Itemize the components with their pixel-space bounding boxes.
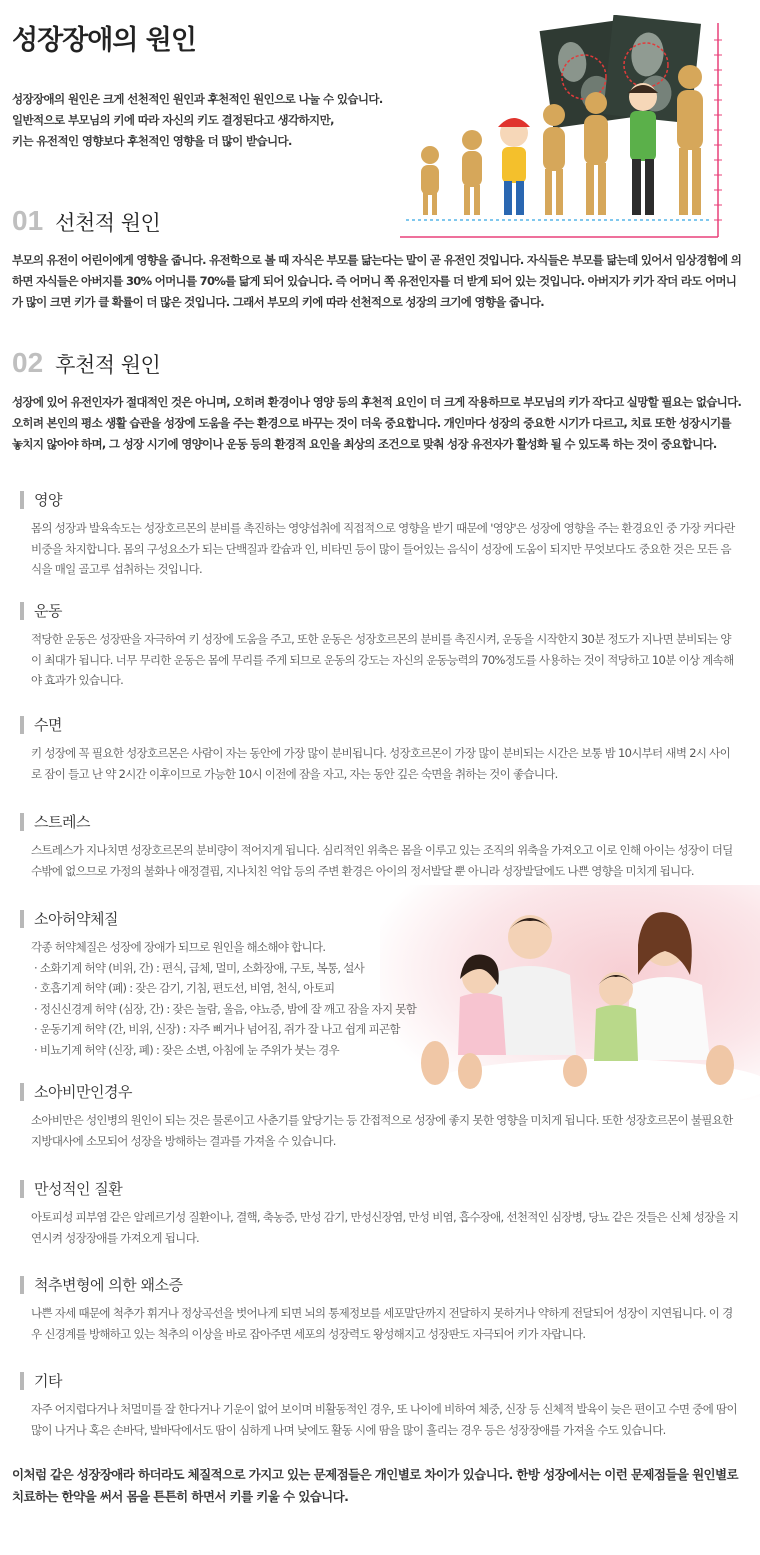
factor-spine [20, 1276, 740, 1344]
intro-line: 성장장애의 원인은 크게 선천적인 원인과 후천적인 원인으로 나눌 수 있습니다. [12, 92, 383, 106]
factor-nutrition [20, 491, 740, 580]
section-title: 후천적 원인 [55, 353, 161, 377]
closing-text: 이처럼 같은 성장장애라 하더라도 체질적으로 가지고 있는 문제점들은 개인별로 차이가 있습니다. 한방 성장에서는 이런 문제점들을 원인별로 치료하는 한약을 써서 몸을 튼튼히 하면서 키를 키울 수 있습니다. [12, 1467, 738, 1504]
factor-title: 수면 [20, 716, 740, 734]
factor-title: 스트레스 [20, 813, 740, 831]
factor-title: 만성적인 질환 [20, 1180, 740, 1198]
list-item: · 정신신경계 허약 (심장, 간) : 잦은 놀람, 울음, 야뇨증, 밤에 잘 깨고 잠을 자지 못함 [34, 999, 740, 1020]
growth-illustration [396, 15, 758, 245]
factor-constitution [20, 910, 740, 1060]
section-body-acquired: 성장에 있어 유전인자가 절대적인 것은 아니며, 오히려 환경이나 영양 등의 후천적 요인이 더 크게 작용하므로 부모님의 키가 작다고 실망할 필요는 없습니다. 오히려 본인의 평소 생활 습관을 성장에 도움을 주는 환경으로 바꾸는 것이 더욱 중요합니다. 개인마다 성장의 중요한 시기가 다르고, 치료 또한 성장시기를 놓치지 않아야 하며, 그 성장 시기에 영양이나 운동 등의 환경적 요인을 최상의 조건으로 맞춰 성장 유전자가 활성화 될 수 있도록 하는 것이 중요합니다. [12, 395, 742, 451]
factor-etc [20, 1372, 740, 1440]
factor-sleep [20, 716, 740, 784]
factor-chronic [20, 1180, 740, 1248]
factor-body: 아토피성 피부염 같은 알레르기성 질환이나, 결핵, 축농증, 만성 감기, 만성신장염, 만성 비염, 흡수장애, 선천적인 심장병, 당뇨 같은 것들은 신체 성장을 지연시켜 성장장애를 가져오게 됩니다. [31, 1210, 739, 1245]
section-heading-congenital [12, 205, 160, 237]
intro-line: 일반적으로 부모님의 키에 따라 자신의 키도 결정된다고 생각하지만, [12, 113, 334, 127]
factor-title: 소아비만인경우 [20, 1083, 740, 1101]
page-title: 성장장애의 원인 [12, 25, 196, 56]
factor-exercise [20, 602, 740, 691]
intro-text [12, 89, 412, 152]
factor-title: 소아허약체질 [20, 910, 740, 928]
list-item: · 소화기계 허약 (비위, 간) : 편식, 급체, 멀미, 소화장애, 구토, 복통, 설사 [34, 958, 740, 979]
factor-title: 기타 [20, 1372, 740, 1390]
factor-body: 소아비만은 성인병의 원인이 되는 것은 물론이고 사춘기를 앞당기는 등 간접적으로 성장에 좋지 못한 영향을 미치게 됩니다. 또한 성장호르몬이 불필요한 지방대사에 소모되어 성장을 방해하는 결과를 가져올 수 있습니다. [31, 1113, 733, 1148]
section-body-congenital: 부모의 유전이 어린이에게 영향을 줍니다. 유전학으로 볼 때 자식은 부모를 닮는다는 말이 곧 유전인 것입니다. 자식들은 부모를 닮는데 있어서 임상경험에 의하면 자식들은 아버지를 30% 어머니를 70%를 닮게 되어 있습니다. 즉 어머니 쪽 유전인자를 더 받게 되어 있는 것입니다. 아버지가 키가 작더 라도 어머니가 많이 크면 키가 클 확률이 더 많은 것입니다. 그래서 부모의 키에 따라 선천적으로 성장의 크기에 영향을 줍니다. [12, 253, 742, 309]
cartoon-boy-icon [498, 118, 530, 215]
factor-body: 자주 어지럽다거나 처멀미를 잘 한다거나 기운이 없어 보이며 비활동적인 경우, 또 나이에 비하여 체중, 신장 등 신체적 발육이 늦은 편이고 수면 중에 땀이 많이 나거나 혹은 손바닥, 발바닥에서도 땀이 심하게 나며 낮에도 활동 시에 땀을 많이 흘리는 경우 등은 성장장애를 가져올 수도 있습니다. [31, 1402, 737, 1437]
factor-obesity [20, 1083, 740, 1151]
list-item: · 비뇨기계 허약 (신장, 폐) : 잦은 소변, 아침에 눈 주위가 붓는 경우 [34, 1040, 740, 1061]
factor-body: 몸의 성장과 발육속도는 성장호르몬의 분비를 촉진하는 영양섭취에 직접적으로 영향을 받기 때문에 '영양'은 성장에 영향을 주는 환경요인 중 가장 커다란 비중을 차지합니다. 몸의 구성요소가 되는 단백질과 칼슘과 인, 비타민 등이 많이 들어있는 음식이 성장에 도움이 되지만 무엇보다도 중요한 것은 모든 음식을 매일 골고루 섭취하는 것입니다. [31, 521, 735, 576]
factor-title: 운동 [20, 602, 740, 620]
factor-body: 나쁜 자세 때문에 척추가 휘거나 정상곡선을 벗어나게 되면 뇌의 통제정보를 세포말단까지 전달하지 못하거나 약하게 전달되어 성장이 지연됩니다. 이 경우 신경계를 방해하고 있는 척추의 이상을 바로 잡아주면 세포의 성장력도 왕성해지고 성장판도 자극되어 키가 자랍니다. [31, 1306, 733, 1341]
section-title: 선천적 원인 [55, 211, 161, 235]
factor-title: 영양 [20, 491, 740, 509]
section-heading-acquired [12, 347, 160, 379]
factor-body: 키 성장에 꼭 필요한 성장호르몬은 사람이 자는 동안에 가장 많이 분비됩니다. 성장호르몬이 가장 많이 분비되는 시간은 보통 밤 10시부터 새벽 2시 사이로 잠이 들고 난 약 2시간 이후이므로 가능한 10시 이전에 잠을 자고, 자는 동안 깊은 숙면을 취하는 것이 좋습니다. [31, 746, 730, 781]
factor-body: 적당한 운동은 성장판을 자극하여 키 성장에 도움을 주고, 또한 운동은 성장호르몬의 분비를 촉진시켜, 운동을 시작한지 30분 정도가 지나면 분비되는 양이 최대가 됩니다. 너무 무리한 운동은 몸에 무리를 주게 되므로 운동의 강도는 자신의 운동능력의 70%정도를 사용하는 것이 적당하고 10분 이상 계속해야 효과가 있습니다. [31, 632, 734, 687]
cartoon-tall-boy-icon [628, 83, 658, 215]
constitution-list [34, 958, 740, 1061]
section-number: 02 [12, 347, 44, 378]
factor-stress [20, 813, 740, 881]
factor-body: 각종 허약체질은 성장에 장애가 되므로 원인을 해소해야 합니다. [31, 940, 326, 954]
list-item: · 호흡기계 허약 (폐) : 잦은 감기, 기침, 편도선, 비염, 천식, 아토피 [34, 978, 740, 999]
factor-title: 척추변형에 의한 왜소증 [20, 1276, 740, 1294]
factor-body: 스트레스가 지나치면 성장호르몬의 분비량이 적어지게 됩니다. 심리적인 위축은 몸을 이루고 있는 조직의 위축을 가져오고 이로 인해 아이는 성장이 더딜 수밖에 없으므로 가정의 불화나 애정결핍, 지나치친 억압 등의 주변 환경은 아이의 정서발달 뿐 아니라 성장발달에도 나쁜 영향을 미치게 됩니다. [31, 843, 733, 878]
intro-line: 키는 유전적인 영향보다 후천적인 영향을 더 많이 받습니다. [12, 134, 292, 148]
list-item: · 운동기계 허약 (간, 비위, 신장) : 자주 삐거나 넘어짐, 쥐가 잘 나고 쉽게 피곤함 [34, 1019, 740, 1040]
section-number: 01 [12, 205, 44, 236]
